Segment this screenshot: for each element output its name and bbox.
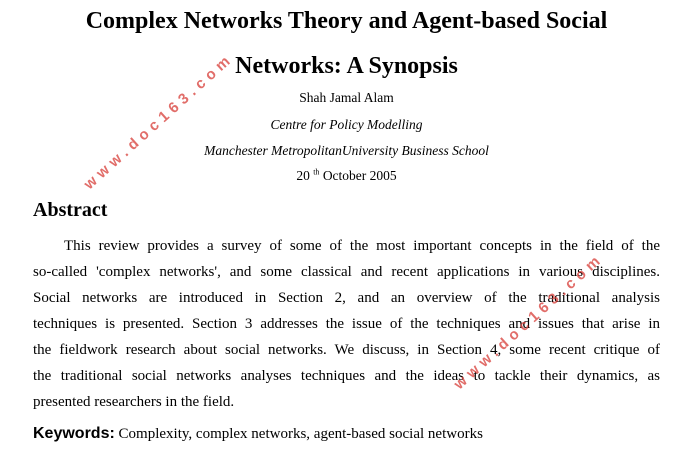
publication-date: [0, 168, 693, 184]
abstract-line: so-called 'complex networks', and some classical and recent applications in various disciplines.: [33, 264, 660, 280]
paper-title-line-2: Networks: A Synopsis: [235, 53, 458, 79]
keywords-label: Keywords:: [33, 425, 115, 442]
watermark-stamp: www.doc163.com: [450, 249, 608, 393]
affiliation-line-1: Centre for Policy Modelling: [270, 117, 423, 132]
keywords-line: [33, 424, 483, 444]
abstract-line: Social networks are introduced in Section 2, and an overview of the traditional analysis: [33, 290, 660, 306]
watermark-stamp: www.doc163.com: [80, 49, 238, 194]
abstract-heading: Abstract: [33, 199, 108, 221]
abstract-line: techniques is presented. Section 3 addresses the issue of the techniques and issues that arise in: [33, 316, 660, 332]
date-day: 20: [296, 168, 310, 183]
affiliation-line-2: Manchester MetropolitanUniversity Business School: [204, 143, 489, 158]
date-month-year: October 2005: [322, 168, 397, 183]
abstract-line: the fieldwork research about social networks. We discuss, in Section 4, some recent critique of: [33, 342, 660, 358]
author-name: Shah Jamal Alam: [299, 90, 394, 105]
keywords-text: Complexity, complex networks, agent-based social networks: [118, 426, 483, 442]
abstract-body: [33, 233, 660, 415]
abstract-line: the traditional social networks analyses techniques and the ideas to tackle their dynamics, as: [33, 368, 660, 384]
abstract-line: This review provides a survey of some of the most important concepts in the field of the: [64, 238, 660, 254]
date-ordinal-suffix: th: [313, 167, 320, 177]
paper-title-line-1: Complex Networks Theory and Agent-based Social: [85, 8, 608, 34]
abstract-line: presented researchers in the field.: [33, 394, 235, 410]
